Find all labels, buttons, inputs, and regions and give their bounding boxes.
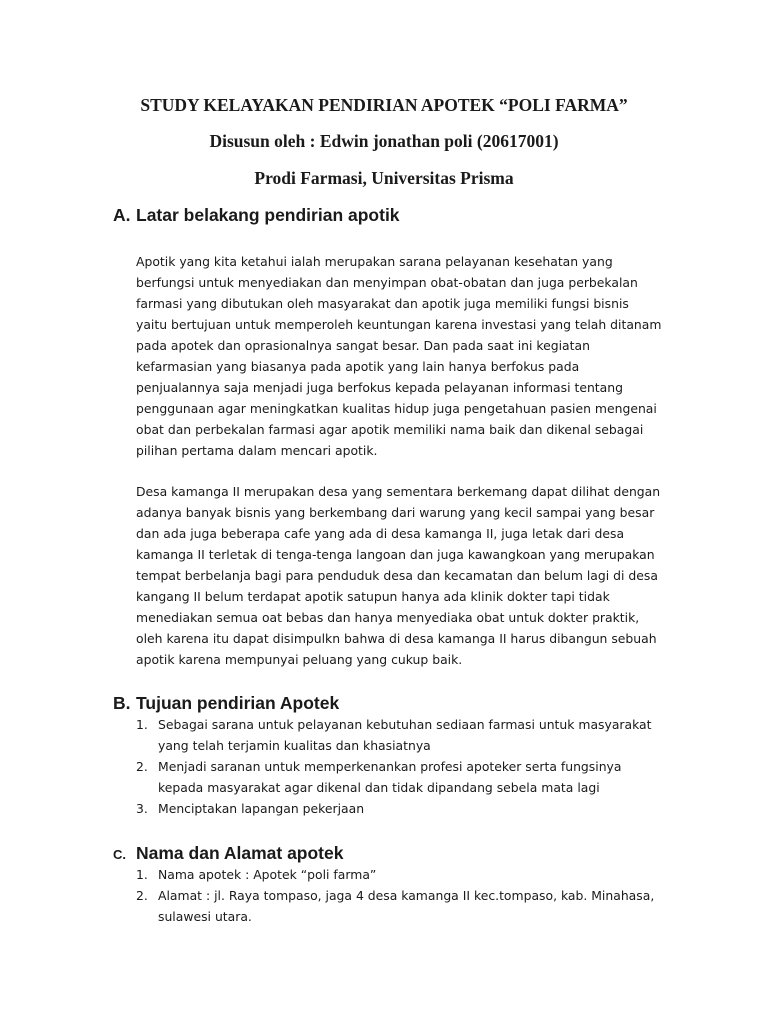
list-item [136, 756, 696, 798]
list-line: Alamat : jl. Raya tompaso, jaga 4 desa kamanga II kec.tompaso, kab. Minahasa, [158, 888, 655, 903]
paragraph-line: Apotik yang kita ketahui ialah merupakan sarana pelayanan kesehatan yang [136, 254, 613, 269]
paragraph-line: kefarmasian yang biasanya pada apotik yang lain hanya berfokus pada [136, 359, 580, 374]
list-number: 1. [136, 717, 148, 732]
paragraph-line: apotik karena mempunyai peluang yang cukup baik. [136, 652, 463, 667]
section-b-letter: B. [113, 693, 131, 713]
paragraph-line: kamanga II terletak di tenga-tenga langoan dan juga kawangkoan yang merupakan [136, 547, 655, 562]
paragraph-line: adanya banyak bisnis yang berkembang dari warung yang kecil sampai yang besar [136, 505, 655, 520]
list-item [136, 864, 696, 885]
list-number: 2. [136, 888, 148, 903]
list-line: Menjadi saranan untuk memperkenankan profesi apoteker serta fungsinya [158, 759, 622, 774]
section-a-title: Latar belakang pendirian apotik [136, 205, 400, 225]
document-author: Disusun oleh : Edwin jonathan poli (20617001) [209, 131, 559, 151]
section-c-heading [113, 842, 343, 866]
section-b-heading [113, 692, 339, 714]
section-a-letter: A. [113, 205, 131, 225]
section-b-list [136, 714, 696, 819]
section-a-paragraph-1 [136, 251, 676, 461]
paragraph-line: menediakan semua oat bebas dan hanya menyediaka obat untuk dokter praktik, [136, 610, 640, 625]
paragraph-line: berfungsi untuk menyediakan dan menyimpan obat-obatan dan juga perbekalan [136, 275, 638, 290]
list-number: 3. [136, 801, 148, 816]
paragraph-line: farmasi yang dibutukan oleh masyarakat dan apotik juga memiliki fungsi bisnis [136, 296, 629, 311]
list-line: Nama apotek : Apotek “poli farma” [158, 867, 377, 882]
paragraph-line: yaitu bertujuan untuk memperoleh keuntungan karena investasi yang telah ditanam [136, 317, 662, 332]
section-c-letter: C. [113, 847, 126, 862]
document-title: STUDY KELAYAKAN PENDIRIAN APOTEK “POLI FARMA” [140, 95, 628, 115]
list-item [136, 798, 696, 819]
paragraph-line: pada apotek dan oprasionalnya sangat besar. Dan pada saat ini kegiatan [136, 338, 590, 353]
list-item [136, 885, 696, 927]
list-number: 1. [136, 867, 148, 882]
list-number: 2. [136, 759, 148, 774]
list-line: yang telah terjamin kualitas dan khasiatnya [158, 738, 431, 753]
paragraph-line: dan ada juga beberapa cafe yang ada di desa kamanga II, juga letak dari desa [136, 526, 625, 541]
list-line: sulawesi utara. [158, 909, 252, 924]
paragraph-line: oleh karena itu dapat disimpulkn bahwa di desa kamanga II harus dibangun sebuah [136, 631, 657, 646]
paragraph-line: penjualannya saja menjadi juga berfokus kepada pelayanan informasi tentang [136, 380, 623, 395]
paragraph-line: obat dan perbekalan farmasi agar apotik memiliki nama baik dan dikenal sebagai [136, 422, 644, 437]
paragraph-line: tempat berbelanja bagi para penduduk desa dan kecamatan dan belum lagi di desa [136, 568, 658, 583]
list-line: Sebagai sarana untuk pelayanan kebutuhan sediaan farmasi untuk masyarakat [158, 717, 652, 732]
section-a-heading [113, 204, 400, 226]
list-line: Menciptakan lapangan pekerjaan [158, 801, 365, 816]
paragraph-line: pilihan pertama dalam mencari apotik. [136, 443, 378, 458]
document-institution: Prodi Farmasi, Universitas Prisma [254, 168, 514, 188]
list-line: kepada masyarakat agar dikenal dan tidak dipandang sebela mata lagi [158, 780, 600, 795]
section-c-title: Nama dan Alamat apotek [136, 843, 344, 863]
paragraph-line: Desa kamanga II merupakan desa yang sementara berkemang dapat dilihat dengan [136, 484, 661, 499]
section-a-paragraph-2 [136, 481, 676, 670]
list-item [136, 714, 696, 756]
paragraph-line: penggunaan agar meningkatkan kualitas hidup juga pengetahuan pasien mengenai [136, 401, 657, 416]
section-b-title: Tujuan pendirian Apotek [136, 693, 340, 713]
paragraph-line: kangang II belum terdapat apotik satupun hanya ada klinik dokter tapi tidak [136, 589, 610, 604]
section-c-list [136, 864, 696, 927]
